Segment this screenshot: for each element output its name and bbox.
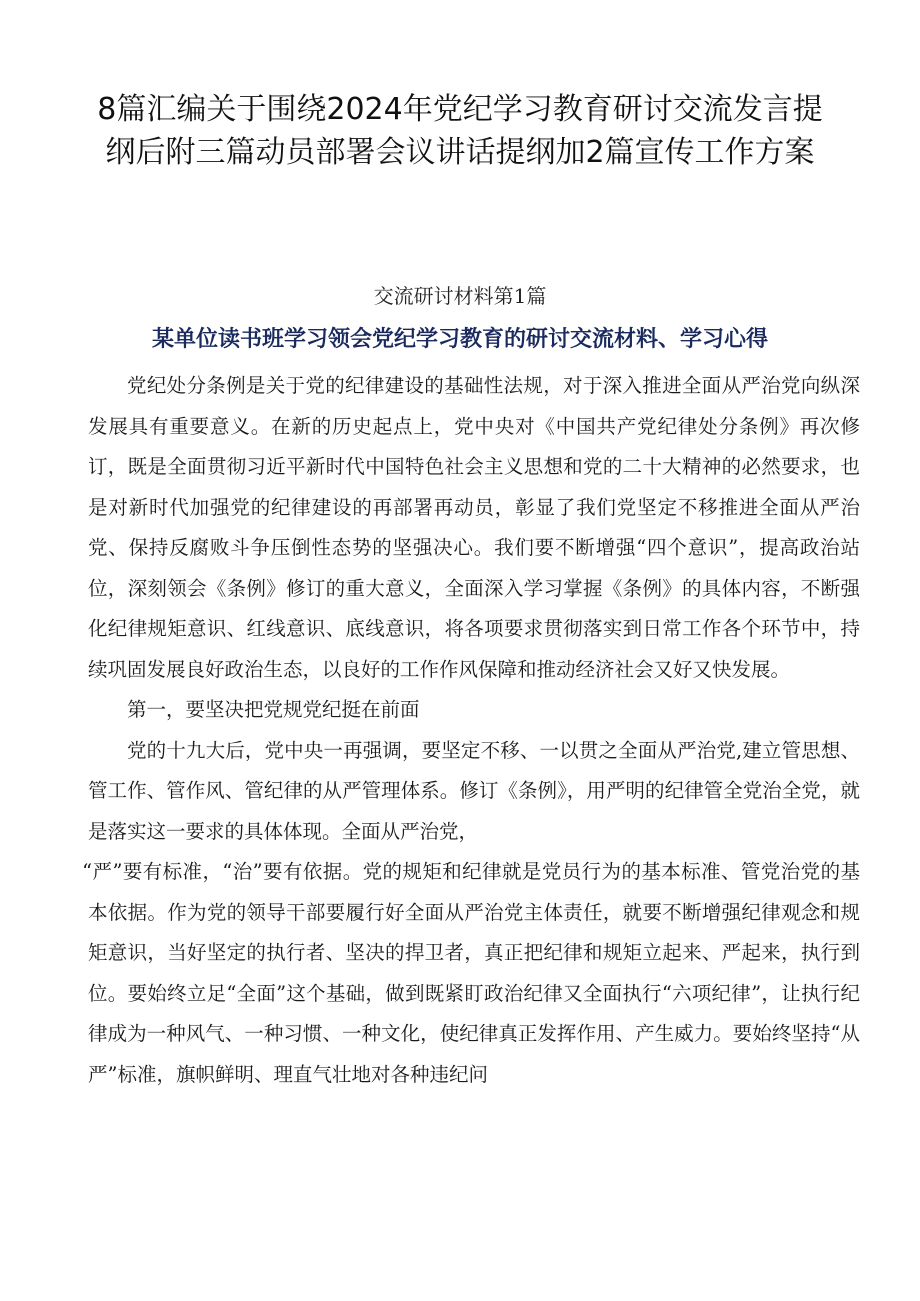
document-body (82, 366, 860, 1095)
paragraph-second: 党的十九大后，党中央一再强调，要坚定不移、一以贯之全面从严治党,建立管思想、管工作、管作风、管纪律的从严管理体系。修订《条例》，用严明的纪律管全党治全党，就是落实这一要求的具体体现。全面从严治党， (88, 738, 860, 843)
paragraph-third: “严”要有标准，“治”要有依据。党的规矩和纪律就是党员行为的基本标准、管党治党的基本依据。作为党的领导干部要履行好全面从严治党主体责任，就要不断增强纪律观念和规矩意识，当好坚定的执行者、坚决的捍卫者，真正把纪律和规矩立起来、严起来，执行到位。要始终立足“全面”这个基础，做到既紧盯政治纪律又全面执行“六项纪律”，让执行纪律成为一种风气、一种习惯、一种文化，使纪律真正发挥作用、产生威力。要始终坚持“从严”标准，旗帜鲜明、理直气壮地对各种违纪问 (82, 860, 860, 1086)
section-heading: 某单位读书班学习领会党纪学习教育的研讨交流材料、学习心得 (151, 327, 768, 352)
section-label: 交流研讨材料第1篇 (373, 284, 547, 308)
paragraph-intro: 党纪处分条例是关于党的纪律建设的基础性法规，对于深入推进全面从严治党向纵深发展具有重要意义。在新的历史起点上，党中央对《中国共产党纪律处分条例》再次修订，既是全面贯彻习近平新时代中国特色社会主义思想和党的二十大精神的必然要求，也是对新时代加强党的纪律建设的再部署再动员，彰显了我们党坚定不移推进全面从严治党、保持反腐败斗争压倒性态势的坚强决心。我们要不断增强“四个意识”，提高政治站位，深刻领会《条例》修订的重大意义，全面深入学习掌握《条例》的具体内容，不断强化纪律规矩意识、红线意识、底线意识，将各项要求贯彻落实到日常工作各个环节中，持续巩固发展良好政治生态，以良好的工作作风保障和推动经济社会又好又快发展。 (88, 374, 860, 681)
document-title: 8篇汇编关于围绕2024年党纪学习教育研讨交流发言提纲后附三篇动员部署会议讲话提纲加2篇宣传工作方案 (97, 92, 823, 170)
paragraph-subheading-first: 第一，要坚决把党规党纪挺在前面 (127, 698, 420, 721)
